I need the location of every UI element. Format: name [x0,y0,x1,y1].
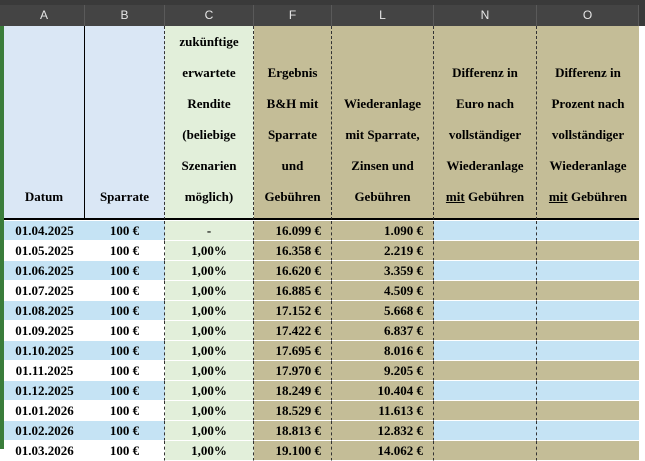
cell-diff-prozent[interactable] [537,241,639,261]
cell-rendite[interactable]: 1,00% [165,421,254,441]
cell-sparrate[interactable]: 100 € [85,421,165,441]
cell-diff-prozent[interactable] [537,441,639,461]
cell-diff-euro[interactable] [434,421,537,441]
header-diff-euro[interactable] [434,26,537,220]
cell-wiederanlage[interactable]: 2.219 € [332,241,434,261]
header-diff-prozent-label: Differenz in Prozent nach vollständiger Wiederanlage mit Gebühren [548,65,628,204]
cell-diff-prozent[interactable] [537,301,639,321]
cell-rendite[interactable]: - [165,221,254,241]
cell-sparrate[interactable]: 100 € [85,241,165,261]
cell-diff-euro[interactable] [434,261,537,281]
cell-wiederanlage[interactable]: 14.062 € [332,441,434,461]
header-rendite[interactable] [165,26,254,220]
cell-rendite[interactable]: 1,00% [165,261,254,281]
cell-datum[interactable]: 01.02.2026 [4,421,85,441]
header-bh-label: Ergebnis B&H mit Sparrate und Gebühren [264,65,321,204]
cell-rendite[interactable]: 1,00% [165,441,254,461]
cell-diff-prozent[interactable] [537,321,639,341]
cell-diff-euro[interactable] [434,221,537,241]
cell-diff-prozent[interactable] [537,281,639,301]
cell-bh[interactable]: 17.695 € [254,341,332,361]
right-edge [639,26,645,449]
cell-wiederanlage[interactable]: 1.090 € [332,221,434,241]
header-datum[interactable] [4,26,85,220]
cell-sparrate[interactable]: 100 € [85,221,165,241]
cell-datum[interactable]: 01.08.2025 [4,301,85,321]
header-datum-label: Datum [24,189,64,204]
cell-datum[interactable]: 01.05.2025 [4,241,85,261]
cell-wiederanlage[interactable]: 6.837 € [332,321,434,341]
cell-rendite[interactable]: 1,00% [165,381,254,401]
cell-datum[interactable]: 01.12.2025 [4,381,85,401]
cell-datum[interactable]: 01.04.2025 [4,221,85,241]
header-sparrate[interactable] [85,26,165,220]
cell-bh[interactable]: 18.529 € [254,401,332,421]
cell-wiederanlage[interactable]: 3.359 € [332,261,434,281]
cell-diff-euro[interactable] [434,341,537,361]
header-rendite-label: zukünftige erwartete Rendite (beliebige Szenarien möglich) [179,34,239,204]
cell-rendite[interactable]: 1,00% [165,341,254,361]
cell-bh[interactable]: 17.422 € [254,321,332,341]
cell-sparrate[interactable]: 100 € [85,281,165,301]
cell-datum[interactable]: 01.01.2026 [4,401,85,421]
cell-diff-prozent[interactable] [537,421,639,441]
cell-diff-euro[interactable] [434,401,537,421]
cell-datum[interactable]: 01.09.2025 [4,321,85,341]
header-bh[interactable] [254,26,332,220]
cell-wiederanlage[interactable]: 9.205 € [332,361,434,381]
cell-rendite[interactable]: 1,00% [165,301,254,321]
header-diff-euro-label: Differenz in Euro nach vollständiger Wiederanlage mit Gebühren [445,65,525,204]
cell-wiederanlage[interactable]: 5.668 € [332,301,434,321]
column-header-o[interactable]: O [537,5,639,26]
column-header-bar [0,0,645,26]
cell-rendite[interactable]: 1,00% [165,241,254,261]
cell-diff-euro[interactable] [434,321,537,341]
column-header-l[interactable]: L [332,5,434,26]
cell-sparrate[interactable]: 100 € [85,321,165,341]
cell-diff-euro[interactable] [434,441,537,461]
cell-sparrate[interactable]: 100 € [85,381,165,401]
cell-sparrate[interactable]: 100 € [85,301,165,321]
cell-wiederanlage[interactable]: 10.404 € [332,381,434,401]
cell-diff-euro[interactable] [434,301,537,321]
cell-bh[interactable]: 16.358 € [254,241,332,261]
cell-bh[interactable]: 17.152 € [254,301,332,321]
cell-bh[interactable]: 16.099 € [254,221,332,241]
cell-diff-prozent[interactable] [537,381,639,401]
cell-rendite[interactable]: 1,00% [165,321,254,341]
header-wiederanlage[interactable] [332,26,434,220]
cell-diff-euro[interactable] [434,361,537,381]
cell-diff-euro[interactable] [434,281,537,301]
cell-datum[interactable]: 01.03.2026 [4,441,85,461]
cell-sparrate[interactable]: 100 € [85,361,165,381]
cell-datum[interactable]: 01.11.2025 [4,361,85,381]
cell-rendite[interactable]: 1,00% [165,281,254,301]
cell-bh[interactable]: 18.249 € [254,381,332,401]
cell-wiederanlage[interactable]: 11.613 € [332,401,434,421]
cell-wiederanlage[interactable]: 8.016 € [332,341,434,361]
cell-datum[interactable]: 01.10.2025 [4,341,85,361]
cell-rendite[interactable]: 1,00% [165,401,254,421]
column-header-c[interactable]: C [165,5,254,26]
header-diff-prozent[interactable] [537,26,639,220]
cell-bh[interactable]: 16.885 € [254,281,332,301]
cell-bh[interactable]: 19.100 € [254,441,332,461]
cell-sparrate[interactable]: 100 € [85,441,165,461]
cell-diff-prozent[interactable] [537,221,639,241]
cell-wiederanlage[interactable]: 4.509 € [332,281,434,301]
cell-rendite[interactable]: 1,00% [165,361,254,381]
cell-diff-prozent[interactable] [537,401,639,421]
cell-bh[interactable]: 17.970 € [254,361,332,381]
column-header-f[interactable]: F [254,5,332,26]
cell-sparrate[interactable]: 100 € [85,261,165,281]
header-wiederanlage-label: Wiederanlage mit Sparrate, Zinsen und Gebühren [343,96,422,204]
cell-sparrate[interactable]: 100 € [85,401,165,421]
header-sparrate-label: Sparrate [99,189,150,204]
cell-datum[interactable]: 01.06.2025 [4,261,85,281]
column-header-b[interactable]: B [85,5,165,26]
cell-diff-euro[interactable] [434,241,537,261]
cell-bh[interactable]: 16.620 € [254,261,332,281]
column-header-a[interactable]: A [4,5,85,26]
cell-diff-prozent[interactable] [537,341,639,361]
cell-diff-euro[interactable] [434,381,537,401]
cell-datum[interactable]: 01.07.2025 [4,281,85,301]
column-header-n[interactable]: N [434,5,537,26]
cell-wiederanlage[interactable]: 12.832 € [332,421,434,441]
cell-diff-prozent[interactable] [537,361,639,381]
cell-bh[interactable]: 18.813 € [254,421,332,441]
cell-sparrate[interactable]: 100 € [85,341,165,361]
cell-diff-prozent[interactable] [537,261,639,281]
